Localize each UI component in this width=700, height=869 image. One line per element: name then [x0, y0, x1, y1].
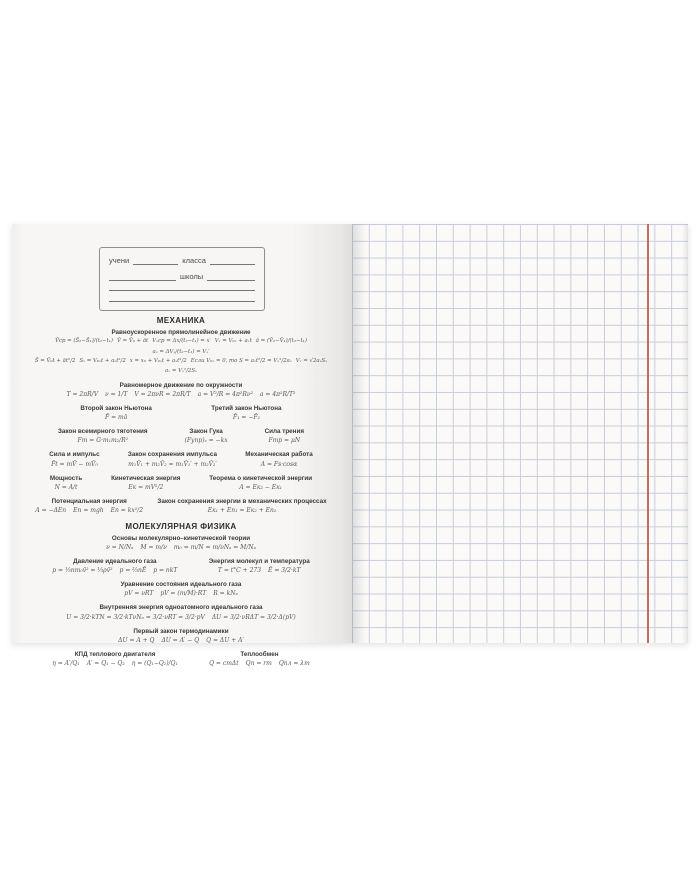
formula-group-heading: Механическая работа: [245, 451, 313, 459]
formula: M = m/ν: [140, 543, 167, 551]
formula-group-heading: Второй закон Ньютона: [80, 404, 152, 412]
formula-line: [105, 414, 127, 422]
margin-line: [647, 224, 649, 643]
formula-group: [121, 581, 242, 598]
formula-group-heading: Кинетическая энергия: [111, 474, 181, 482]
formula-row: [27, 498, 335, 515]
formula: Eк = mV²/2: [128, 483, 164, 491]
formula-group: [209, 651, 310, 668]
formula-line: [218, 567, 301, 575]
formula: V̄ср = (S̄₂−S̄₁)/(t₂−t₁): [55, 338, 113, 345]
formula-group-heading: Энергия молекул и температура: [208, 557, 310, 565]
formula: ν = 1/T: [105, 390, 128, 398]
formula-line: [52, 660, 178, 668]
formula-line: [261, 461, 297, 469]
formula-line: [209, 660, 310, 668]
formula: Ē = 3/2·kT: [268, 567, 301, 575]
formula-group: [128, 451, 217, 468]
formula: ΔU = A′ − Q: [161, 636, 200, 644]
formula-group-heading: Теплообмен: [240, 650, 279, 658]
formula-line: [233, 414, 260, 422]
formula-group: [111, 475, 180, 492]
formula-group-heading: Давление идеального газа: [73, 557, 157, 565]
section-title-mechanics: МЕХАНИКА: [156, 316, 206, 325]
formula-row: [27, 382, 335, 399]
left-page-formula-cover: [12, 224, 352, 668]
formula: η = A′/Q₁: [52, 660, 80, 668]
formula-line: [66, 614, 295, 622]
formula: ν = N/Nₐ: [106, 543, 134, 551]
formula-group: [52, 651, 178, 668]
formula-group: [80, 405, 151, 422]
formula: R = kNₐ: [213, 590, 238, 598]
formula-row: [27, 475, 335, 492]
formula-line: [118, 637, 244, 645]
formula-sheet: [27, 224, 335, 674]
formula-group: [211, 405, 281, 422]
label-uchenik: учени: [109, 256, 130, 265]
formula: a = 4π²R/T²: [259, 390, 296, 398]
formula-group: [265, 428, 304, 445]
formula-group: [35, 498, 143, 515]
formula: A = Eк₂ − Eк₁: [239, 483, 283, 491]
formula: Fтр = μN: [268, 437, 301, 445]
formula-group: [106, 535, 256, 552]
formula-line: [67, 391, 296, 399]
formula-row: [27, 581, 335, 598]
formula-group-heading: КПД теплового двигателя: [74, 650, 156, 658]
formula-group: [27, 329, 335, 375]
formula-line: [27, 358, 335, 376]
formula-group: [67, 382, 296, 399]
formula: Eк₁ + Eп₁ = Eк₂ + Eп₂: [207, 507, 277, 515]
formula-group: [209, 558, 310, 575]
formula-line: [27, 338, 335, 356]
formula: Sₓ = V₀ₓt + aₓt²/2: [79, 357, 126, 364]
mechanics-formulas: [27, 329, 335, 515]
formula: T = t°C + 273: [217, 567, 262, 575]
formula-line: [106, 544, 256, 552]
formula: Eп = kx²/2: [110, 507, 144, 515]
formula: N = A/t: [54, 483, 78, 491]
formula: Qпл = λm: [278, 660, 310, 668]
formula-row: [27, 535, 335, 552]
formula-group: [245, 451, 313, 468]
formula: p = nkT: [153, 567, 178, 575]
formula-line: [185, 437, 228, 445]
formula-row: [27, 451, 335, 468]
formula-group: [66, 604, 295, 621]
formula: F̄t = mV̄ − mV̄₀: [51, 460, 98, 468]
formula-group-heading: Сила трения: [264, 428, 305, 436]
formula-row: [27, 428, 335, 445]
formula: V̄ = V̄₀ + āt: [117, 338, 149, 345]
formula: η = (Q₁−Q₂)/Q₁: [131, 660, 178, 668]
formula: F̄ = mā: [105, 414, 128, 422]
formula-row: [27, 628, 335, 645]
formula-group-heading: Равномерное движение по окружности: [119, 381, 243, 389]
label-shkoly: школы: [180, 272, 204, 282]
formula: S̄ = V̄₀t + āt²/2: [34, 357, 76, 364]
formula: p = ⅓nm₀v̄² = ⅓ρv̄²: [52, 567, 113, 575]
formula-line: [78, 437, 129, 445]
formula-group: [185, 428, 228, 445]
formula-group-heading: Мощность: [49, 474, 83, 482]
formula-group-heading: Сила и импульс: [49, 451, 100, 459]
formula: F̄₁ = −F̄₂: [232, 414, 260, 422]
formula-line: [51, 461, 98, 469]
formula-group-heading: Третий закон Ньютона: [211, 404, 282, 412]
formula: pV = νRT: [124, 590, 154, 598]
formula-group-heading: Первый закон термодинамики: [133, 627, 229, 635]
formula-line: [55, 484, 78, 492]
notebook-spread: [12, 224, 688, 668]
formula: Fт = G·m₁m₂/R²: [77, 437, 129, 445]
formula-line: [124, 590, 237, 598]
formula: m₀ = m/N = m/νNₐ = M/Nₐ: [173, 543, 256, 551]
formula-line: [35, 507, 143, 515]
formula-line: [268, 437, 300, 445]
formula-group-heading: Закон сохранения импульса: [127, 451, 217, 459]
formula: Q = cmΔt: [209, 660, 239, 668]
formula: A = Fs·cosα: [260, 460, 298, 468]
formula: Eп = mgh: [73, 507, 104, 515]
formula-group-heading: Теорема о кинетической энергии: [209, 474, 313, 482]
formula: T = 2πR/V: [66, 390, 99, 398]
formula: aₓ = ΔVₓ/(t₂−t₁) = Vₓ′: [152, 348, 210, 355]
formula-group-heading: Внутренняя энергия одноатомного идеального газа: [99, 604, 263, 612]
formula: Vₓср = Δx/(t₂−t₁) = x′: [152, 338, 211, 345]
formula: A′ = Q₁ − Q₂: [86, 660, 125, 668]
formula: aₓ = Vₓ²/2Sₓ: [165, 368, 197, 375]
formula-group: [52, 558, 177, 575]
formula: a = V²/R = 4π²Rν²: [197, 390, 253, 398]
formula-group: [58, 428, 148, 445]
label-klassa: класса: [182, 256, 206, 265]
formula: p = ⅔nĒ: [119, 567, 147, 575]
formula-group: [157, 498, 326, 515]
formula: Qп = rm: [245, 660, 272, 668]
formula-line: [128, 461, 217, 469]
formula: Vₓ = √2aₓSₓ: [295, 357, 328, 364]
formula: x = x₀ + V₀ₓt + aₓt²/2: [129, 357, 187, 364]
formula: (Fупр)ₓ = −kx: [184, 437, 228, 445]
formula-group-heading: Закон Гука: [189, 428, 223, 436]
formula-group: [209, 475, 312, 492]
formula: Vₓ = V₀ₓ + aₓt: [214, 338, 252, 345]
formula-row: [27, 329, 335, 375]
formula: pV = (m/M)·RT: [160, 590, 207, 598]
formula-group-heading: Уравнение состояния идеального газа: [120, 581, 242, 589]
formula: V = 2πνR = 2πR/T: [134, 390, 191, 398]
formula: m₁V̄₁ + m₂V̄₂ = m₁V̄₁′ + m₂V̄₂′: [128, 460, 217, 468]
formula-group: [50, 475, 82, 492]
formula-group: [49, 451, 99, 468]
formula-line: [128, 484, 163, 492]
formula-row: [27, 651, 335, 668]
formula: A = −ΔEп: [35, 507, 67, 515]
formula: ΔU = A + Q: [118, 636, 155, 644]
formula-line: [52, 567, 177, 575]
formula-group-heading: Равноускоренное прямолинейное движение: [111, 329, 251, 336]
formula: Q = ΔU + A′: [206, 636, 244, 644]
formula-group-heading: Основы молекулярно–кинетической теории: [111, 534, 251, 542]
formula: U = 3/2·kTN = 3/2·kTνNₐ = 3/2·νRT = 3/2·pV: [66, 613, 205, 621]
formula: ΔU = 3/2·νRΔT = 3/2·Δ(pV): [211, 613, 296, 621]
formula-line: [208, 507, 277, 515]
molecular-formulas: [27, 535, 335, 668]
formula: ā = (V̄₂−V̄₁)/(t₂−t₁): [255, 338, 307, 345]
formula-row: [27, 405, 335, 422]
formula-group-heading: Потенциальная энергия: [51, 497, 127, 505]
formula-group-heading: Закон сохранения энергии в механических процессах: [157, 497, 327, 505]
formula-group: [118, 628, 244, 645]
formula-group-heading: Закон всемирного тяготения: [57, 428, 148, 436]
section-title-molecular: МОЛЕКУЛЯРНАЯ ФИЗИКА: [125, 521, 237, 531]
formula-line: [239, 484, 282, 492]
formula: Если V₀ₓ = 0, то S = aₓt²/2 = Vₓ²/2aₓ: [190, 357, 292, 364]
formula-row: [27, 558, 335, 575]
formula-row: [27, 604, 335, 621]
right-page-grid-paper: [352, 224, 688, 643]
